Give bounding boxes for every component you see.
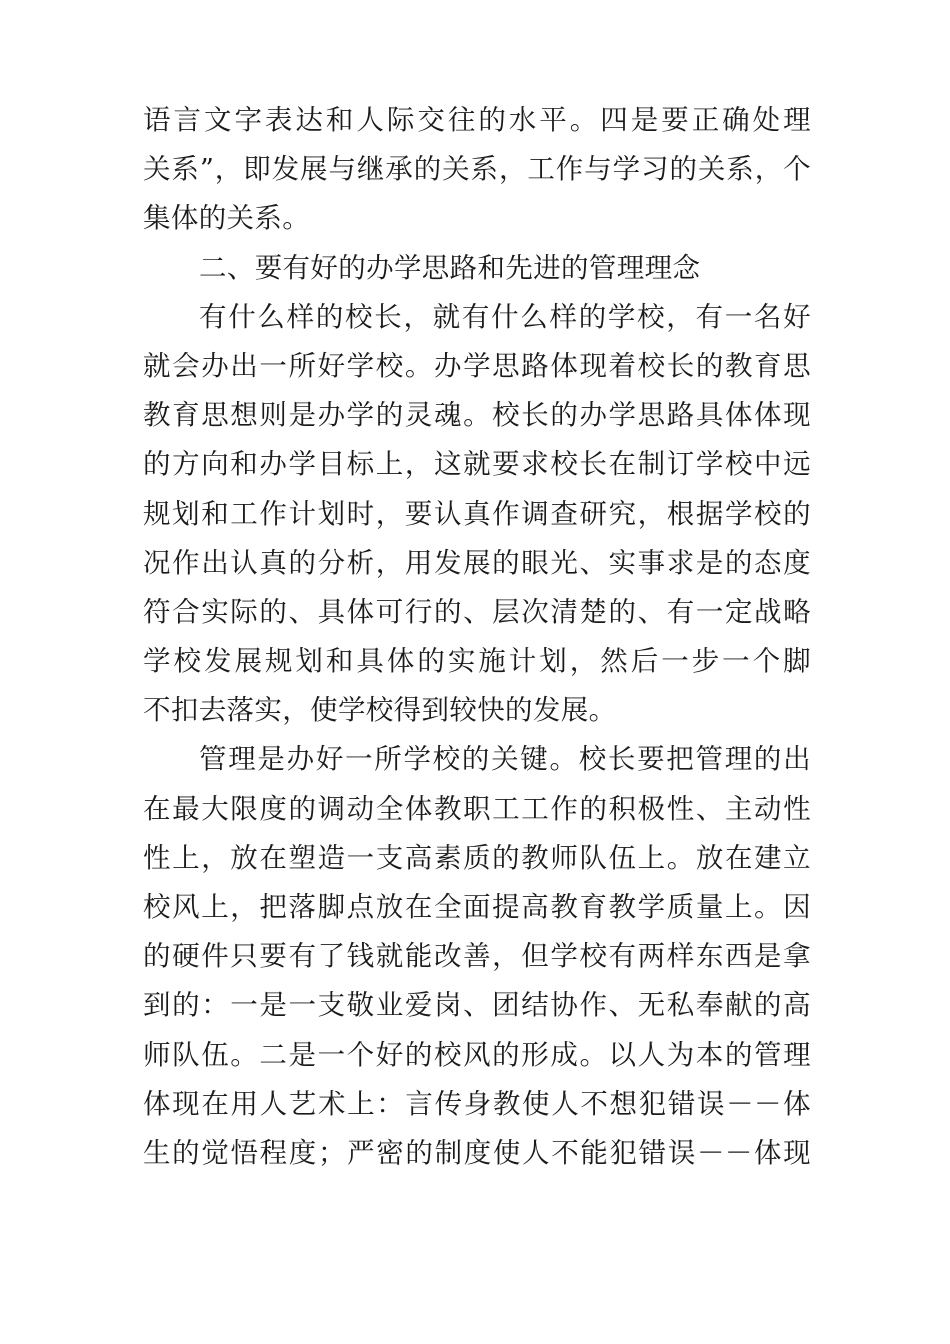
text-line: 不扣去落实，使学校得到较快的发展。	[143, 694, 617, 727]
text-line: 况作出认真的分析，用发展的眼光、实事求是的态度	[143, 546, 811, 579]
text-line: 教育思想则是办学的灵魂。校长的办学思路具体体现	[143, 399, 811, 432]
text-line: 规划和工作计划时，要认真作调查研究，根据学校的	[143, 497, 811, 530]
text-line: 集体的关系。	[143, 202, 311, 235]
text-line: 到的：一是一支敬业爱岗、团结协作、无私奉献的高	[143, 989, 811, 1022]
text-line: 的硬件只要有了钱就能改善，但学校有两样东西是拿	[143, 940, 811, 973]
body-text	[143, 96, 811, 1178]
text-line: 符合实际的、具体可行的、层次清楚的、有一定战略	[143, 595, 811, 628]
text-line: 师队伍。二是一个好的校风的形成。以人为本的管理	[143, 1038, 811, 1071]
text-line: 的方向和办学目标上，这就要求校长在制订学校中远	[143, 448, 811, 481]
text-line: 语言文字表达和人际交往的水平。四是要正确处理	[143, 104, 811, 136]
text-line: 校风上，把落脚点放在全面提高教育教学质量上。因	[143, 891, 811, 923]
text-line: 性上，放在塑造一支高素质的教师队伍上。放在建立	[143, 841, 811, 874]
text-line: 有什么样的校长，就有什么样的学校，有一名好	[199, 300, 811, 333]
text-line: 学校发展规划和具体的实施计划，然后一步一个脚	[143, 645, 811, 678]
text-line: 二、要有好的办学思路和先进的管理理念	[199, 251, 701, 284]
text-line: 在最大限度的调动全体教职工工作的积极性、主动性	[143, 792, 811, 825]
text-line: 就会办出一所好学校。办学思路体现着校长的教育思	[143, 349, 811, 382]
text-line: 体现在用人艺术上：言传身教使人不想犯错误－－体	[143, 1087, 811, 1120]
text-line: 关系”，即发展与继承的关系，工作与学习的关系，个	[143, 153, 811, 186]
text-line: 管理是办好一所学校的关键。校长要把管理的出	[199, 743, 811, 776]
text-line: 生的觉悟程度；严密的制度使人不能犯错误－－体现	[143, 1136, 811, 1169]
